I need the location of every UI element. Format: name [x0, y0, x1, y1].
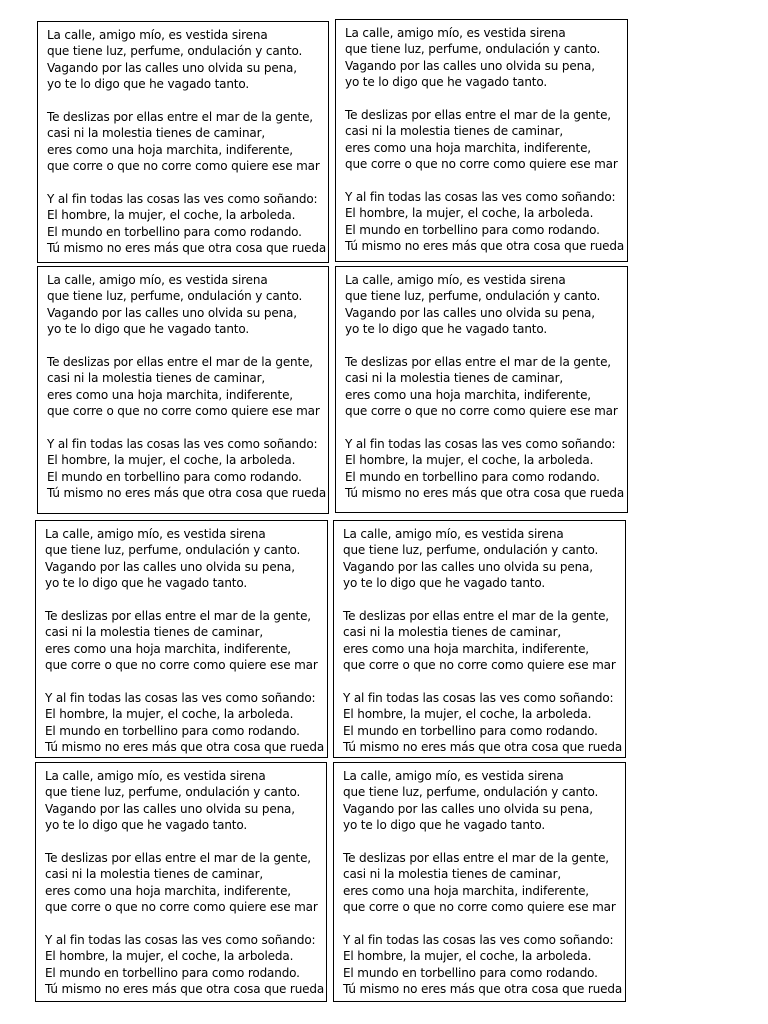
poem-stanza	[343, 608, 625, 674]
poem-line: casi ni la molestia tienes de caminar,	[343, 867, 562, 882]
poem-line: Tú mismo no eres más que otra cosa que rueda	[47, 241, 327, 256]
poem-line: El hombre, la mujer, el coche, la arboleda.	[343, 707, 592, 722]
poem-line: yo te lo digo que he vagado tanto.	[343, 576, 546, 591]
poem-line: que tiene luz, perfume, ondulación y canto.	[345, 42, 601, 57]
poem-line: Vagando por las calles uno olvida su pena,	[47, 305, 297, 320]
poem-line: yo te lo digo que he vagado tanto.	[45, 576, 248, 591]
poem-line: Vagando por las calles uno olvida su pena,	[343, 559, 593, 574]
poem-line: que tiene luz, perfume, ondulación y canto.	[45, 785, 301, 800]
poem-stanza	[343, 768, 625, 834]
poem-stanza	[345, 272, 627, 338]
poem-line: Te deslizas por ellas entre el mar de la gente,	[343, 609, 609, 624]
poem-stanza	[47, 272, 328, 338]
poem-line: Vagando por las calles uno olvida su pena,	[47, 60, 297, 75]
poem-line: Te deslizas por ellas entre el mar de la gente,	[47, 355, 313, 370]
poem-line: casi ni la molestia tienes de caminar,	[343, 625, 562, 640]
poem-line: yo te lo digo que he vagado tanto.	[47, 322, 250, 337]
poem-card	[333, 520, 626, 758]
poem-line: La calle, amigo mío, es vestida sirena	[47, 273, 268, 287]
poem-line: yo te lo digo que he vagado tanto.	[343, 818, 546, 833]
poem-line: que corre o que no corre como quiere ese mar	[343, 900, 616, 915]
poem-line: casi ni la molestia tienes de caminar,	[47, 126, 266, 141]
poem-line: eres como una hoja marchita, indiferente,	[343, 883, 589, 898]
poem-stanza	[45, 768, 326, 834]
poem-line: El mundo en torbellino para como rodando.	[343, 965, 598, 980]
poem-line: Te deslizas por ellas entre el mar de la gente,	[345, 355, 611, 370]
poem-line: El mundo en torbellino para como rodando.	[345, 222, 600, 237]
poem-line: Vagando por las calles uno olvida su pena,	[345, 58, 595, 73]
poem-stanza	[47, 436, 328, 502]
poem-stanza	[345, 25, 627, 91]
poem-line: casi ni la molestia tienes de caminar,	[47, 371, 266, 386]
poem-line: Tú mismo no eres más que otra cosa que rueda	[45, 740, 325, 755]
poem-stanza	[45, 690, 327, 756]
poem-line: que corre o que no corre como quiere ese mar	[47, 404, 320, 419]
poem-line: Y al fin todas las cosas las ves como soñando:	[345, 190, 616, 205]
poem-line: casi ni la molestia tienes de caminar,	[45, 625, 264, 640]
poem-line: Y al fin todas las cosas las ves como soñando:	[343, 691, 614, 706]
poem-card	[335, 266, 628, 513]
poem-line: yo te lo digo que he vagado tanto.	[47, 77, 250, 92]
poem-stanza	[343, 932, 625, 998]
poem-stanza	[343, 526, 625, 592]
poem-line: El mundo en torbellino para como rodando.	[47, 469, 302, 484]
poem-line: El hombre, la mujer, el coche, la arboleda.	[343, 949, 592, 964]
poem-line: Y al fin todas las cosas las ves como soñando:	[47, 192, 318, 207]
poem-line: casi ni la molestia tienes de caminar,	[345, 371, 564, 386]
poem-line: que corre o que no corre como quiere ese mar	[345, 404, 618, 419]
poem-line: eres como una hoja marchita, indiferente,	[47, 142, 293, 157]
poem-line: que tiene luz, perfume, ondulación y canto.	[45, 543, 301, 558]
poem-line: Y al fin todas las cosas las ves como soñando:	[47, 437, 318, 452]
poem-line: yo te lo digo que he vagado tanto.	[345, 322, 548, 337]
poem-line: La calle, amigo mío, es vestida sirena	[345, 26, 566, 40]
poem-line: que tiene luz, perfume, ondulación y canto.	[343, 785, 599, 800]
poem-line: Tú mismo no eres más que otra cosa que rueda	[345, 239, 625, 254]
poem-line: La calle, amigo mío, es vestida sirena	[45, 527, 266, 541]
poem-line: El mundo en torbellino para como rodando.	[45, 965, 300, 980]
poem-line: que corre o que no corre como quiere ese mar	[343, 658, 616, 673]
poem-stanza	[47, 354, 328, 420]
poem-line: eres como una hoja marchita, indiferente,	[343, 641, 589, 656]
poem-line: casi ni la molestia tienes de caminar,	[345, 124, 564, 139]
poem-line: Vagando por las calles uno olvida su pena,	[45, 801, 295, 816]
poem-line: que corre o que no corre como quiere ese mar	[45, 900, 318, 915]
poem-line: Vagando por las calles uno olvida su pena,	[345, 305, 595, 320]
poem-card	[37, 266, 329, 514]
poem-line: eres como una hoja marchita, indiferente,	[45, 641, 291, 656]
poem-line: Y al fin todas las cosas las ves como soñando:	[45, 691, 316, 706]
poem-line: La calle, amigo mío, es vestida sirena	[45, 769, 266, 783]
poem-line: Vagando por las calles uno olvida su pena,	[45, 559, 295, 574]
poem-line: eres como una hoja marchita, indiferente,	[345, 387, 591, 402]
poem-line: El mundo en torbellino para como rodando.	[47, 224, 302, 239]
poem-line: Te deslizas por ellas entre el mar de la gente,	[47, 110, 313, 125]
poem-stanza	[47, 191, 328, 257]
poem-line: Tú mismo no eres más que otra cosa que rueda	[343, 740, 623, 755]
poem-line: eres como una hoja marchita, indiferente,	[45, 883, 291, 898]
poem-line: que tiene luz, perfume, ondulación y canto.	[47, 44, 303, 59]
poem-stanza	[345, 107, 627, 173]
poem-line: La calle, amigo mío, es vestida sirena	[343, 527, 564, 541]
poem-line: Te deslizas por ellas entre el mar de la gente,	[345, 108, 611, 123]
poem-stanza	[345, 189, 627, 255]
poem-stanza	[47, 27, 328, 93]
poem-line: El hombre, la mujer, el coche, la arboleda.	[345, 453, 594, 468]
poem-stanza	[45, 850, 326, 916]
poem-line: que tiene luz, perfume, ondulación y canto.	[47, 289, 303, 304]
poem-line: El hombre, la mujer, el coche, la arboleda.	[47, 208, 296, 223]
poem-line: Te deslizas por ellas entre el mar de la gente,	[45, 609, 311, 624]
poem-stanza	[345, 354, 627, 420]
poem-line: La calle, amigo mío, es vestida sirena	[47, 28, 268, 42]
poem-line: El mundo en torbellino para como rodando.	[343, 723, 598, 738]
poem-line: Vagando por las calles uno olvida su pena,	[343, 801, 593, 816]
poem-line: Y al fin todas las cosas las ves como soñando:	[343, 933, 614, 948]
poem-stanza	[45, 526, 327, 592]
poem-line: La calle, amigo mío, es vestida sirena	[343, 769, 564, 783]
poem-line: El hombre, la mujer, el coche, la arboleda.	[45, 949, 294, 964]
poem-line: Tú mismo no eres más que otra cosa que rueda	[45, 982, 325, 997]
poem-card	[35, 762, 327, 1002]
poem-card	[333, 762, 626, 1002]
poem-line: yo te lo digo que he vagado tanto.	[45, 818, 248, 833]
poem-stanza	[343, 690, 625, 756]
poem-stanza	[47, 109, 328, 175]
poem-line: Y al fin todas las cosas las ves como soñando:	[45, 933, 316, 948]
poem-card	[35, 520, 328, 758]
poem-line: El mundo en torbellino para como rodando.	[345, 469, 600, 484]
poem-stanza	[345, 436, 627, 502]
poem-line: El hombre, la mujer, el coche, la arboleda.	[345, 206, 594, 221]
poem-stanza	[45, 608, 327, 674]
poem-line: que tiene luz, perfume, ondulación y canto.	[345, 289, 601, 304]
poem-stanza	[45, 932, 326, 998]
poem-line: eres como una hoja marchita, indiferente,	[345, 140, 591, 155]
poem-line: El hombre, la mujer, el coche, la arboleda.	[47, 453, 296, 468]
poem-line: Te deslizas por ellas entre el mar de la gente,	[343, 851, 609, 866]
poem-line: yo te lo digo que he vagado tanto.	[345, 75, 548, 90]
poem-card	[37, 21, 329, 263]
poem-line: que corre o que no corre como quiere ese mar	[45, 658, 318, 673]
poem-line: El mundo en torbellino para como rodando.	[45, 723, 300, 738]
poem-line: Tú mismo no eres más que otra cosa que rueda	[345, 486, 625, 501]
poem-card	[335, 19, 628, 262]
poem-line: casi ni la molestia tienes de caminar,	[45, 867, 264, 882]
poem-line: La calle, amigo mío, es vestida sirena	[345, 273, 566, 287]
poem-line: Tú mismo no eres más que otra cosa que rueda	[47, 486, 327, 501]
poem-line: que corre o que no corre como quiere ese mar	[47, 159, 320, 174]
poem-line: Tú mismo no eres más que otra cosa que rueda	[343, 982, 623, 997]
poem-line: El hombre, la mujer, el coche, la arboleda.	[45, 707, 294, 722]
poem-line: que corre o que no corre como quiere ese mar	[345, 157, 618, 172]
poem-line: Y al fin todas las cosas las ves como soñando:	[345, 437, 616, 452]
poem-line: eres como una hoja marchita, indiferente,	[47, 387, 293, 402]
poem-line: que tiene luz, perfume, ondulación y canto.	[343, 543, 599, 558]
poem-stanza	[343, 850, 625, 916]
poem-line: Te deslizas por ellas entre el mar de la gente,	[45, 851, 311, 866]
